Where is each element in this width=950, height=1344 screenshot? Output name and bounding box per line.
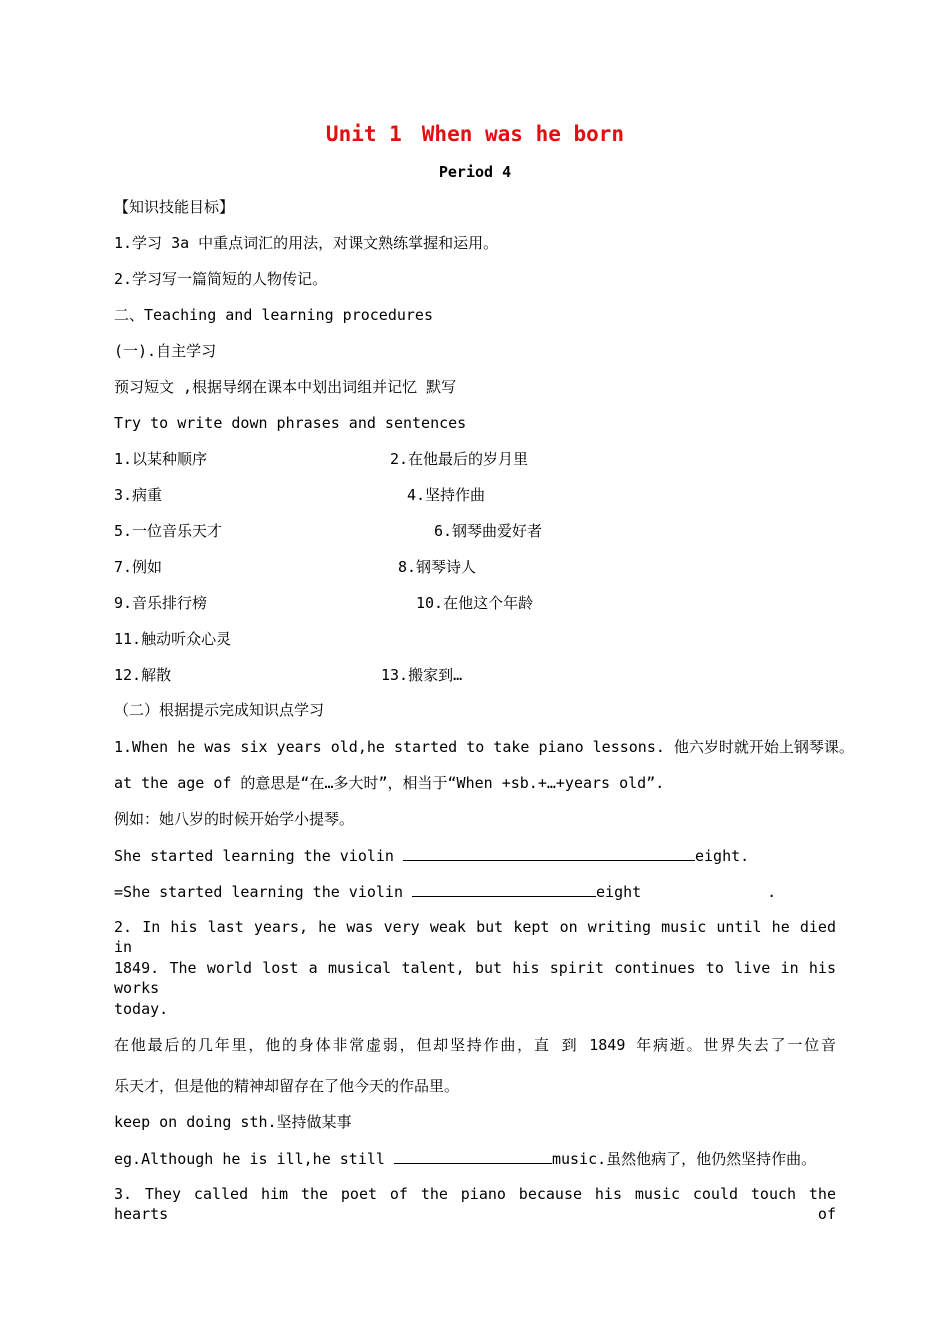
- knowledge-1-note: at the age of 的意思是“在…多大时”，相当于“When +sb.+…+years old”.: [114, 774, 665, 792]
- exercise-text: eight.: [694, 847, 750, 865]
- phrase-item: 10.在他这个年龄: [416, 594, 534, 612]
- try-write-instruction: Try to write down phrases and sentences: [114, 414, 467, 432]
- phrase-item: 7.例如: [114, 558, 163, 576]
- phrase-item: 4.坚持作曲: [407, 486, 486, 504]
- preview-instruction: 预习短文 ,根据导纲在课本中划出词组并记忆 默写: [114, 378, 457, 396]
- phrase-item: 11.触动听众心灵: [114, 630, 232, 648]
- phrase-item: 13.搬家到…: [381, 666, 463, 684]
- title-main: When was he born: [421, 122, 625, 146]
- document-title: [0, 122, 950, 146]
- exercise-1-line: [114, 845, 749, 866]
- knowledge-2-line-1: 2. In his last years, he was very weak but kept on writing music until he died in: [114, 918, 836, 956]
- phrase-item: 6.钢琴曲爱好者: [434, 522, 543, 540]
- exercise-text: =She started learning the violin: [114, 883, 413, 901]
- exercise-text: eg.Although he is ill,he still: [114, 1150, 394, 1168]
- phrase-item: 1.以某种顺序: [114, 450, 208, 468]
- procedures-heading: 二、Teaching and learning procedures: [114, 306, 433, 324]
- phrase-item: 9.音乐排行榜: [114, 594, 208, 612]
- exercise-text: eight: [596, 883, 642, 901]
- exercise-text: music.虽然他病了，他仍然坚持作曲。: [551, 1150, 817, 1168]
- title-unit: Unit 1: [325, 122, 402, 146]
- phrase-item: 12.解散: [114, 666, 172, 684]
- goal-1: 1.学习 3a 中重点词汇的用法，对课文熟练掌握和运用。: [114, 234, 499, 252]
- document-subtitle: Period 4: [438, 163, 512, 181]
- exercise-text: .: [767, 883, 777, 901]
- knowledge-3-line-1: 3. They called him the poet of the piano because his music could touch the hearts of: [114, 1185, 836, 1223]
- phrase-item: 5.一位音乐天才: [114, 522, 223, 540]
- answer-blank[interactable]: [403, 845, 695, 861]
- exercise-2-line: [114, 881, 776, 902]
- part1-heading: (一).自主学习: [114, 342, 217, 360]
- exercise-text: She started learning the violin: [114, 847, 403, 865]
- phrase-item: 2.在他最后的岁月里: [390, 450, 529, 468]
- knowledge-1-example-label: 例如：她八岁的时候开始学小提琴。: [114, 810, 355, 828]
- part2-heading: （二）根据提示完成知识点学习: [114, 701, 325, 719]
- knowledge-2-translation-2: 乐天才，但是他的精神却留存在了他今天的作品里。: [114, 1077, 460, 1095]
- answer-blank[interactable]: [394, 1148, 552, 1164]
- goal-2: 2.学习写一篇简短的人物传记。: [114, 270, 328, 288]
- knowledge-2-translation-1: 在他最后的几年里，他的身体非常虚弱，但却坚持作曲，直 到 1849 年病逝。世界失去了一位音: [114, 1036, 836, 1054]
- answer-blank[interactable]: [412, 881, 596, 897]
- knowledge-1-sentence: 1.When he was six years old,he started to take piano lessons. 他六岁时就开始上钢琴课。: [114, 738, 854, 756]
- knowledge-2-line-2: 1849. The world lost a musical talent, but his spirit continues to live in his works: [114, 959, 836, 997]
- phrase-item: 3.病重: [114, 486, 163, 504]
- knowledge-2-line-3: today.: [114, 1000, 169, 1018]
- exercise-3-line: [114, 1148, 816, 1169]
- knowledge-2-phrase: keep on doing sth.坚持做某事: [114, 1113, 352, 1131]
- section-goal-heading: 【知识技能目标】: [114, 198, 235, 216]
- phrase-item: 8.钢琴诗人: [398, 558, 477, 576]
